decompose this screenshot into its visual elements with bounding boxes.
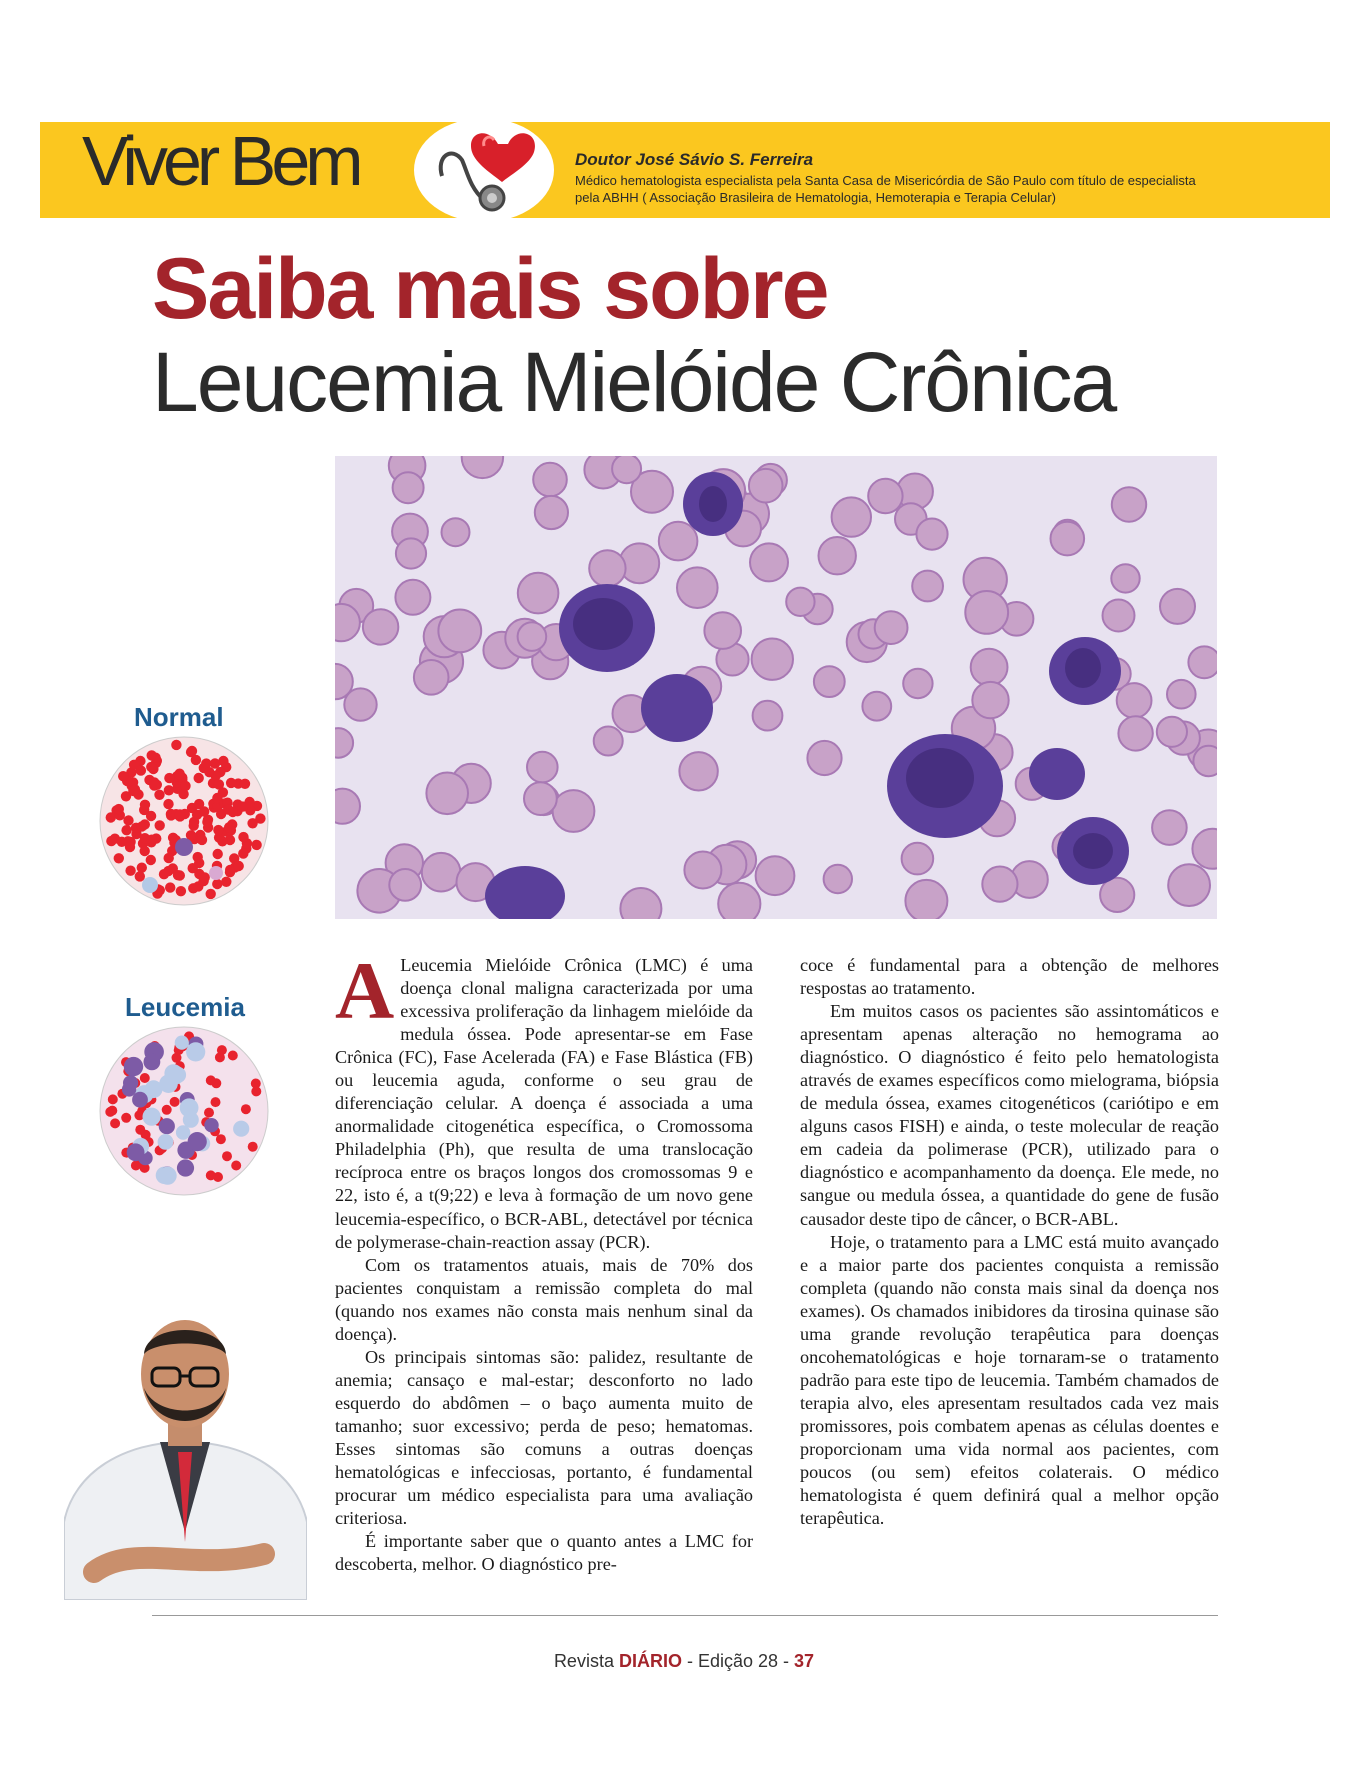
- red-blood-cell: [824, 865, 852, 893]
- red-cell-dot: [136, 765, 146, 775]
- red-cell-dot: [226, 778, 236, 788]
- red-blood-cell: [659, 522, 698, 561]
- red-cell-dot: [238, 832, 248, 842]
- red-blood-cell: [916, 519, 947, 550]
- page-footer: Revista DIÁRIO - Edição 28 - 37: [553, 1651, 815, 1671]
- red-cell-dot: [221, 877, 231, 887]
- white-cell-dot: [180, 1098, 199, 1117]
- red-cell-dot: [214, 779, 224, 789]
- red-blood-cell: [905, 880, 947, 919]
- normal-blood-diagram: [98, 735, 270, 907]
- red-cell-dot: [121, 1113, 131, 1123]
- red-blood-cell: [426, 773, 468, 815]
- white-cell-dot: [176, 1125, 190, 1139]
- red-blood-cell: [1118, 716, 1152, 750]
- red-blood-cell: [982, 867, 1017, 902]
- footer-brand: DIÁRIO: [618, 1651, 682, 1671]
- red-blood-cell: [414, 660, 449, 695]
- red-cell-dot: [171, 740, 181, 750]
- red-cell-dot: [155, 820, 165, 830]
- red-cell-dot: [140, 846, 150, 856]
- red-cell-dot: [137, 863, 147, 873]
- white-cell-dot: [186, 1042, 205, 1061]
- red-blood-cell: [971, 649, 1008, 686]
- white-cell-dot: [177, 1159, 194, 1176]
- red-blood-cell: [756, 856, 795, 895]
- white-cell-dot: [188, 1132, 207, 1151]
- red-cell-dot: [187, 746, 197, 756]
- white-cell-dot: [127, 1143, 145, 1161]
- article-paragraph: coce é fundamental para a obtenção de melhores respostas ao tratamento.: [800, 955, 1219, 999]
- red-cell-dot: [206, 889, 216, 899]
- red-blood-cell: [1111, 564, 1139, 592]
- red-cell-dot: [234, 861, 244, 871]
- red-blood-cell: [1051, 522, 1085, 556]
- white-cell-dot: [144, 1054, 161, 1071]
- red-blood-cell: [518, 573, 559, 614]
- red-blood-cell: [1103, 600, 1135, 632]
- red-blood-cell: [527, 752, 558, 783]
- red-cell-dot: [212, 793, 222, 803]
- red-cell-dot: [223, 804, 233, 814]
- article-paragraph: Em muitos casos os pacientes são assintomáticos e apresentam apenas alteração no hemograma ao diagnóstico. O diagnóstico é feito pelo hematologista através de exames específicos como mielograma, biópsia de medula óssea, exames citogenéticos (cariótipo e em alguns casos FISH) e ainda, o teste molecular de reação em cadeia da polimerase (PCR), utilizado para o diagnóstico e acompanhamento da doença. Ele mede, no sangue ou medula óssea, a quantidade do gene de fusão causador deste tipo de câncer, o BCR-ABL.: [800, 1001, 1219, 1229]
- footer-rule: [152, 1615, 1218, 1616]
- white-cell-dot: [159, 1118, 175, 1134]
- author-description: Médico hematologista especialista pela Santa Casa de Misericórdia de São Paulo com título de especialista pela ABHH ( Associação Brasileira de Hematologia, Hemoterapia e Terapia Celular): [575, 173, 1196, 205]
- red-blood-cell: [1160, 589, 1195, 624]
- white-cell-dot: [124, 1057, 143, 1076]
- red-cell-dot: [149, 780, 159, 790]
- red-cell-dot: [228, 1051, 238, 1061]
- red-blood-cell: [389, 869, 421, 901]
- red-blood-cell: [589, 550, 625, 586]
- red-blood-cell: [422, 853, 461, 892]
- red-cell-dot: [162, 1105, 172, 1115]
- red-cell-dot: [121, 825, 131, 835]
- red-cell-dot: [164, 853, 174, 863]
- red-cell-dot: [135, 1125, 145, 1135]
- red-cell-dot: [204, 1108, 214, 1118]
- red-cell-dot: [108, 1094, 118, 1104]
- red-cell-dot: [238, 801, 248, 811]
- red-blood-cell: [396, 538, 426, 568]
- red-cell-dot: [125, 842, 135, 852]
- stethoscope-heart-logo-icon: [412, 116, 556, 224]
- red-blood-cell: [752, 639, 793, 680]
- red-blood-cell: [524, 782, 557, 815]
- red-cell-dot: [135, 871, 145, 881]
- white-cell-dot: [158, 1134, 174, 1150]
- red-blood-cell: [363, 609, 398, 644]
- red-blood-cell: [594, 727, 623, 756]
- article-paragraph: Hoje, o tratamento para a LMC está muito avançado e a maior parte dos pacientes conquista a remissão completa (quando não consta mais sinal da doença nos exames). Os chamados inibidores da tirosina quinase são uma grande revolução terapêutica para doenças oncohematológicas e hoje tornaram-se o tratamento padrão para este tipo de leucemia. Também chamados de terapia alvo, eles apresentam resultados cada vez mais promissores, pois combatem apenas as células doentes e proporcionam uma vida normal aos pacientes, com poucos (ou sem) efeitos colaterais. O médico hematologista é quem definirá qual a melhor opção terapêutica.: [800, 1231, 1219, 1529]
- red-blood-cell: [912, 571, 943, 602]
- red-blood-cell: [535, 496, 568, 529]
- red-cell-dot: [147, 750, 157, 760]
- red-blood-cell: [704, 612, 741, 649]
- red-blood-cell: [965, 591, 1008, 634]
- white-cell-dot: [175, 1036, 189, 1050]
- red-cell-dot: [110, 1118, 120, 1128]
- red-cell-dot: [194, 773, 204, 783]
- red-cell-dot: [128, 786, 138, 796]
- normal-label: Normal: [134, 702, 224, 732]
- author-name: Doutor José Sávio S. Ferreira: [575, 150, 814, 169]
- article-column-right: [800, 954, 1219, 1530]
- red-cell-dot: [140, 800, 150, 810]
- red-blood-cell: [553, 790, 595, 832]
- red-blood-cell: [807, 741, 841, 775]
- red-cell-dot: [118, 771, 128, 781]
- red-cell-dot: [147, 835, 157, 845]
- red-blood-cell: [718, 883, 760, 919]
- red-cell-dot: [213, 825, 223, 835]
- red-cell-dot: [193, 852, 203, 862]
- red-blood-cell: [1193, 746, 1217, 776]
- red-blood-cell: [395, 580, 430, 615]
- red-cell-dot: [164, 785, 174, 795]
- article-paragraph: Os principais sintomas são: palidez, resultante de anemia; cansaço e mal-estar; desconforto no lado esquerdo do abdômen – o baço aumenta muito de tamanho; suor excessivo; perda de peso; hematomas. Esses sintomas são comuns a outras doenças hematológicas e infecciosas, portanto, é fundamental procurar um médico especialista para uma avaliação criteriosa.: [335, 1346, 753, 1529]
- article-paragraph: Com os tratamentos atuais, mais de 70% dos pacientes conquistam a remissão completa do mal (quando nos exames não consta mais nenhum sinal da doença).: [335, 1254, 753, 1344]
- red-cell-dot: [175, 870, 185, 880]
- red-cell-dot: [175, 769, 185, 779]
- section-title: Viver Bem: [82, 122, 359, 200]
- red-blood-cell: [903, 669, 932, 698]
- red-cell-dot: [211, 1097, 221, 1107]
- red-cell-dot: [224, 822, 234, 832]
- doctor-portrait: [64, 1292, 307, 1600]
- red-cell-dot: [216, 1134, 226, 1144]
- red-blood-cell: [1188, 646, 1217, 678]
- red-cell-dot: [146, 855, 156, 865]
- red-cell-dot: [154, 790, 164, 800]
- red-cell-dot: [176, 886, 186, 896]
- red-cell-dot: [175, 809, 185, 819]
- red-cell-dot: [146, 811, 156, 821]
- leukemia-blood-diagram: [98, 1025, 270, 1197]
- red-cell-dot: [251, 840, 261, 850]
- white-cell-dot: [143, 1108, 161, 1126]
- red-cell-dot: [123, 815, 133, 825]
- red-cell-dot: [107, 1106, 117, 1116]
- red-cell-dot: [199, 806, 209, 816]
- white-cell-dot: [123, 1075, 138, 1090]
- red-cell-dot: [137, 821, 147, 831]
- leukemia-label: Leucemia: [125, 992, 245, 1022]
- red-cell-dot: [159, 869, 169, 879]
- red-cell-dot: [231, 1161, 241, 1171]
- red-blood-cell: [786, 588, 814, 616]
- red-cell-dot: [114, 853, 124, 863]
- red-cell-dot: [200, 872, 210, 882]
- red-blood-cell: [1112, 487, 1146, 521]
- red-blood-cell: [819, 537, 856, 574]
- red-cell-dot: [206, 1075, 216, 1085]
- red-cell-dot: [189, 821, 199, 831]
- red-cell-dot: [212, 879, 222, 889]
- red-blood-cell: [972, 682, 1008, 718]
- red-blood-cell: [749, 469, 783, 503]
- article-paragraph: A Leucemia Mielóide Crônica (LMC) é uma doença clonal maligna caracterizada por uma excessiva proliferação da linhagem mielóide da medula óssea. Pode apresentar-se em Fase Crônica (FC), Fase Acelerada (FA) e Fase Blástica (FB) ou leucemia aguda, conforme o seu grau de diferenciação celular. A doença é associada a uma anormalidade citogenética específica, o Cromossoma Philadelphia (Ph), que resulta de uma translocação recíproca entre os braços longos dos cromossomas 9 e 22, isto é, a t(9;22) e leva à formação de um novo gene leucemia-específico, o BCR-ABL, detectável por técnica de polymerase-chain-reaction assay (PCR).: [335, 945, 753, 1252]
- red-cell-dot: [241, 1104, 251, 1114]
- red-blood-cell: [902, 843, 934, 875]
- red-cell-dot: [240, 779, 250, 789]
- red-blood-cell: [533, 463, 567, 497]
- red-cell-dot: [206, 1170, 216, 1180]
- red-blood-cell: [753, 701, 783, 731]
- red-cell-dot: [247, 818, 257, 828]
- red-blood-cell: [442, 518, 470, 546]
- red-cell-dot: [213, 849, 223, 859]
- red-blood-cell: [679, 752, 717, 790]
- red-cell-dot: [114, 804, 124, 814]
- red-blood-cell: [814, 666, 845, 697]
- white-cell-dot: [164, 1064, 182, 1082]
- red-cell-dot: [248, 1142, 258, 1152]
- red-blood-cell: [677, 567, 718, 608]
- red-cell-dot: [164, 773, 174, 783]
- red-cell-dot: [165, 882, 175, 892]
- red-blood-cell: [875, 611, 908, 644]
- white-cell-dot: [233, 1121, 249, 1137]
- red-blood-cell: [1157, 717, 1187, 747]
- red-blood-cell: [393, 472, 424, 503]
- red-cell-dot: [204, 767, 214, 777]
- page-number: 37: [794, 1651, 815, 1671]
- red-cell-dot: [251, 1086, 261, 1096]
- red-cell-dot: [106, 836, 116, 846]
- red-blood-cell: [620, 888, 661, 919]
- red-cell-dot: [217, 1045, 227, 1055]
- article-paragraph: É importante saber que o quanto antes a LMC for descoberta, melhor. O diagnóstico pre-: [335, 1531, 753, 1575]
- red-blood-cell: [1117, 683, 1152, 718]
- red-cell-dot: [188, 863, 198, 873]
- red-cell-dot: [222, 1151, 232, 1161]
- red-cell-dot: [140, 1073, 150, 1083]
- white-cell-dot: [159, 1167, 177, 1185]
- red-cell-dot: [202, 817, 212, 827]
- red-blood-cell: [518, 622, 547, 651]
- headline-line-2: Leucemia Mielóide Crônica: [152, 335, 1116, 429]
- red-cell-dot: [163, 799, 173, 809]
- red-blood-cell: [868, 479, 902, 513]
- red-blood-cell: [832, 497, 871, 536]
- red-blood-cell: [1167, 680, 1196, 709]
- drop-cap: A: [335, 945, 395, 1036]
- red-blood-cell: [684, 852, 721, 889]
- red-blood-cell: [612, 456, 641, 483]
- red-blood-cell: [335, 789, 360, 824]
- red-cell-dot: [170, 1097, 180, 1107]
- red-blood-cell: [750, 543, 788, 581]
- white-cell-dot: [204, 1118, 218, 1132]
- blood-smear-micrograph: [335, 456, 1217, 919]
- red-blood-cell: [1168, 864, 1210, 906]
- white-cell-dot: [145, 1080, 163, 1098]
- red-cell-dot: [146, 762, 156, 772]
- headline-line-1: Saiba mais sobre: [152, 241, 828, 337]
- red-blood-cell: [1152, 810, 1187, 845]
- red-cell-dot: [125, 866, 135, 876]
- article-column-left: [335, 945, 753, 1576]
- red-cell-dot: [197, 835, 207, 845]
- red-cell-dot: [180, 781, 190, 791]
- red-blood-cell: [862, 692, 891, 721]
- red-cell-dot: [238, 848, 248, 858]
- red-blood-cell: [438, 610, 481, 653]
